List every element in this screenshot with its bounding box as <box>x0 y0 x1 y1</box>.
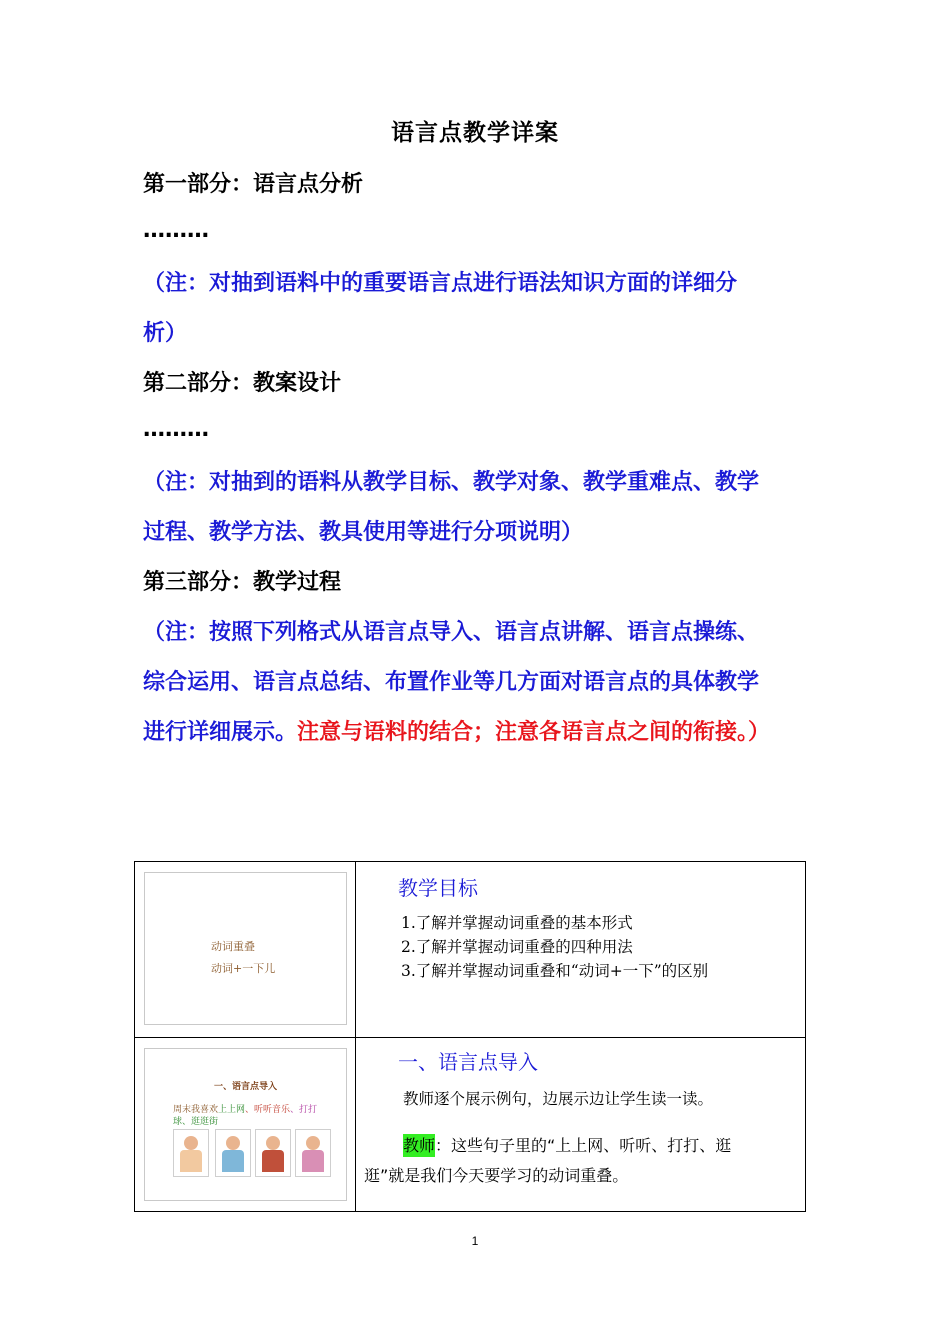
page-number: 1 <box>471 1234 479 1248</box>
person-illustration <box>255 1129 291 1177</box>
person-illustration <box>173 1129 209 1177</box>
teacher-text: ：这些句子里的“上上网、听听、打打、逛 <box>435 1136 732 1155</box>
part3-note-line2: 综合运用、语言点总结、布置作业等几方面对语言点的具体教学 <box>143 670 760 695</box>
goal-item: 1.了解并掌握动词重叠的基本形式 <box>401 914 633 932</box>
person-illustration <box>295 1129 331 1177</box>
part3-note-line3-blue: 进行详细展示。 <box>143 720 298 745</box>
part3-note-line3-red: 注意与语料的结合；注意各语言点之间的衔接。） <box>297 720 771 745</box>
slide-text-part: 、打打 <box>290 1105 318 1115</box>
part2-heading: 第二部分：教案设计 <box>143 371 342 396</box>
part1-note-line2: 析） <box>143 321 188 346</box>
part2-ellipsis: ……… <box>143 417 209 442</box>
part1-ellipsis: ……… <box>143 218 209 243</box>
part3-note-line1: （注：按照下列格式从语言点导入、语言点讲解、语言点操练、 <box>143 620 760 645</box>
content-cell <box>356 862 806 1038</box>
slide-thumbnail <box>144 1048 347 1201</box>
person-illustration <box>215 1129 251 1177</box>
slide-text-part: 周末我喜欢 <box>173 1105 219 1115</box>
table-row <box>135 1038 806 1212</box>
part1-note-line1: （注：对抽到语料中的重要语言点进行语法知识方面的详细分 <box>143 271 738 296</box>
goals-list <box>401 911 805 983</box>
slide-text <box>173 1104 333 1128</box>
teacher-speech <box>403 1125 795 1167</box>
slide-line: 动词重叠 <box>211 940 255 953</box>
teacher-label: 教师 <box>403 1136 436 1155</box>
lesson-table <box>134 861 806 1212</box>
part2-note-line2: 过程、教学方法、教具使用等进行分项说明） <box>143 520 584 545</box>
part3-heading: 第三部分：教学过程 <box>143 570 342 595</box>
section-heading: 一、语言点导入 <box>398 1050 538 1074</box>
slide-thumbnail <box>144 872 347 1025</box>
document-title: 语言点教学详案 <box>391 120 559 146</box>
part2-note-line1: （注：对抽到的语料从教学目标、教学对象、教学重难点、教学 <box>143 470 760 495</box>
slide-cell <box>135 862 356 1038</box>
goal-item: 2.了解并掌握动词重叠的四种用法 <box>401 938 633 956</box>
content-cell <box>356 1038 806 1212</box>
part1-heading: 第一部分：语言点分析 <box>143 172 364 197</box>
slide-text-part: 球、逛逛街 <box>173 1117 219 1127</box>
part3-note-line3 <box>143 715 770 746</box>
slide-text <box>211 936 275 980</box>
goal-item: 3.了解并掌握动词重叠和“动词+一下”的区别 <box>401 962 709 980</box>
table-row <box>135 862 806 1038</box>
slide-line: 动词+一下儿 <box>211 962 276 975</box>
goals-heading: 教学目标 <box>398 876 478 900</box>
slide-text-part: 、听听音乐 <box>245 1105 291 1115</box>
slide-cell <box>135 1038 356 1212</box>
slide-title: 一、语言点导入 <box>213 1082 277 1092</box>
slide-text-part: 上上网 <box>218 1105 246 1115</box>
instruction-text: 教师逐个展示例句，边展示边让学生读一读。 <box>403 1090 714 1108</box>
teacher-text-continued: 逛”就是我们今天要学习的动词重叠。 <box>364 1166 629 1185</box>
